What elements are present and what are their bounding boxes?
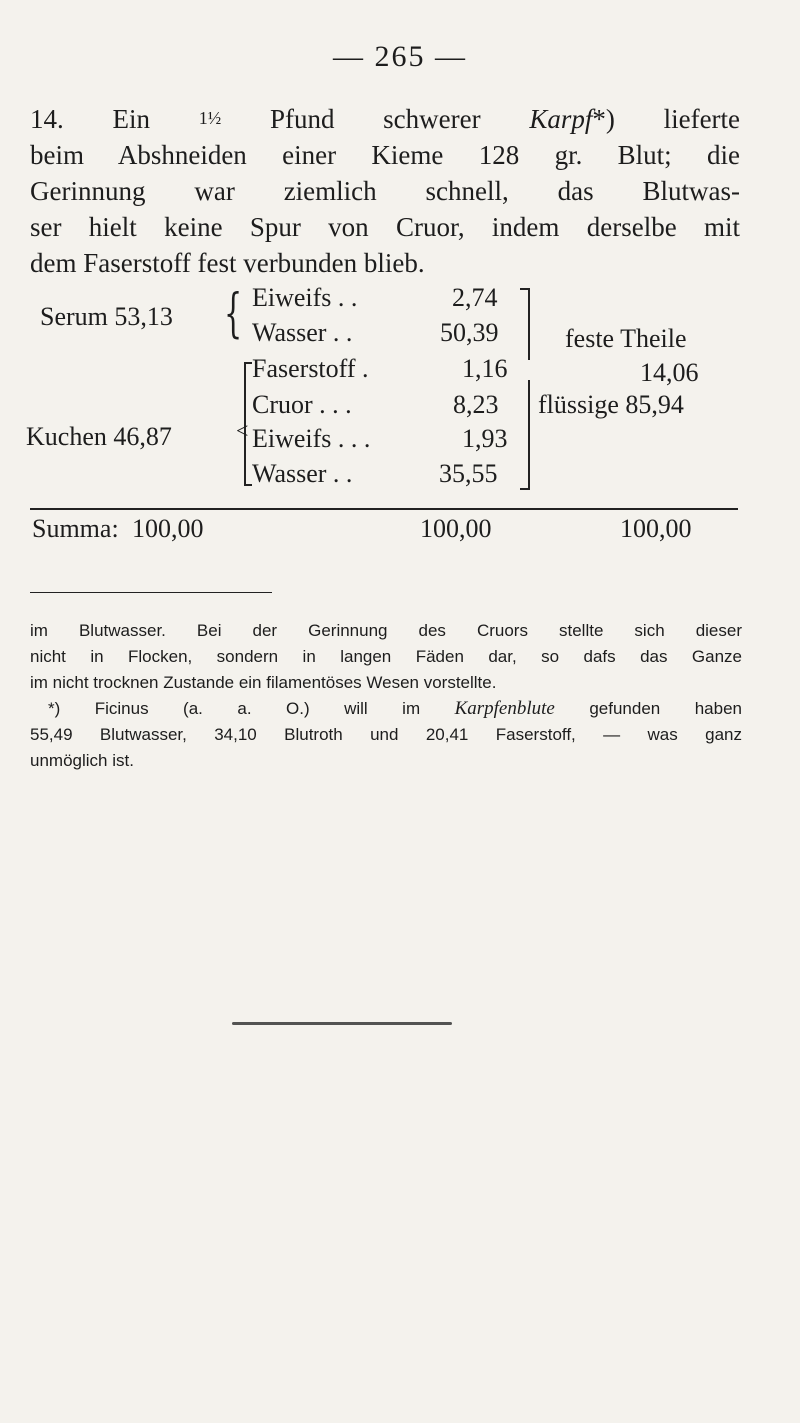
paragraph-line-3: Gerinnung war ziemlich schnell, das Blutwas-	[30, 176, 740, 206]
kuchen-row-name: Faserstoff .	[252, 354, 369, 383]
footnote-text: gefunden haben	[589, 699, 742, 718]
kuchen-row-value: 8,23	[453, 390, 499, 419]
footnote-text: *) Ficinus (a. a. O.) will im	[48, 699, 421, 718]
footnote-rule	[30, 592, 272, 593]
serum-row-value: 50,39	[440, 318, 499, 347]
feste-label: feste Theile	[565, 324, 687, 353]
karpf-word: Karpf	[529, 104, 593, 134]
bottom-ornament	[232, 1022, 452, 1025]
paragraph-text: *) lieferte	[592, 104, 741, 134]
paragraph-line-4: ser hielt keine Spur von Cruor, indem derselbe mit	[30, 212, 740, 242]
kuchen-row-value: 1,16	[462, 354, 508, 383]
summa-total: 100,00	[132, 514, 204, 543]
kuchen-brace-bottom	[244, 484, 252, 486]
feste-bracket	[528, 288, 530, 360]
summa-total: 100,00	[420, 514, 492, 543]
serum-row-name: Wasser . .	[252, 318, 353, 347]
footnote-line-1: im Blutwasser. Bei der Gerinnung des Cruors stellte sich dieser	[30, 621, 742, 640]
footnote-line-6: unmöglich ist.	[30, 751, 134, 770]
paragraph-number: 14. Ein	[30, 104, 150, 134]
serum-brace: {	[224, 284, 243, 344]
fluessige-bracket	[528, 380, 530, 490]
serum-row-value: 2,74	[452, 283, 498, 312]
summa-total: 100,00	[620, 514, 692, 543]
footnote-line-5: 55,49 Blutwasser, 34,10 Blutroth und 20,41 Faserstoff, — was ganz	[30, 725, 742, 744]
kuchen-row-name: Cruor . . .	[252, 390, 352, 419]
analysis-table	[0, 0, 800, 543]
kuchen-brace-point: <	[236, 418, 249, 443]
footnote-line-3: im nicht trocknen Zustande ein filamentöses Wesen vorstellte.	[30, 673, 497, 692]
footnote-line-2: nicht in Flocken, sondern in langen Fäden dar, so dafs das Ganze	[30, 647, 742, 666]
karpfenblute-word: Karpfenblute	[454, 698, 555, 719]
footnote-line-4	[30, 696, 742, 722]
fluessige-bracket-bottom	[520, 488, 528, 490]
serum-label: Serum 53,13	[40, 302, 173, 331]
paragraph-line-2: beim Abshneiden einer Kieme 128 gr. Blut; die	[30, 140, 740, 170]
kuchen-row-value: 1,93	[462, 424, 508, 453]
paragraph-line-5: dem Faserstoff fest verbunden blieb.	[30, 248, 425, 278]
kuchen-row-name: Wasser . .	[252, 459, 353, 488]
fluessige-value: flüssige 85,94	[538, 390, 684, 419]
paragraph-text: Pfund schwerer	[269, 104, 481, 134]
footnote	[30, 618, 742, 774]
kuchen-row-value: 35,55	[439, 459, 498, 488]
summa-label: Summa:	[32, 514, 119, 543]
feste-bracket-top	[520, 288, 528, 290]
kuchen-brace-top	[244, 362, 252, 364]
fraction: 1½	[198, 108, 222, 128]
kuchen-row-name: Eiweifs . . .	[252, 424, 371, 453]
page-number: — 265 —	[333, 40, 467, 73]
summa-rule	[30, 508, 738, 510]
feste-value: 14,06	[640, 358, 699, 387]
serum-row-name: Eiweifs . .	[252, 283, 358, 312]
kuchen-label: Kuchen 46,87	[26, 422, 172, 451]
